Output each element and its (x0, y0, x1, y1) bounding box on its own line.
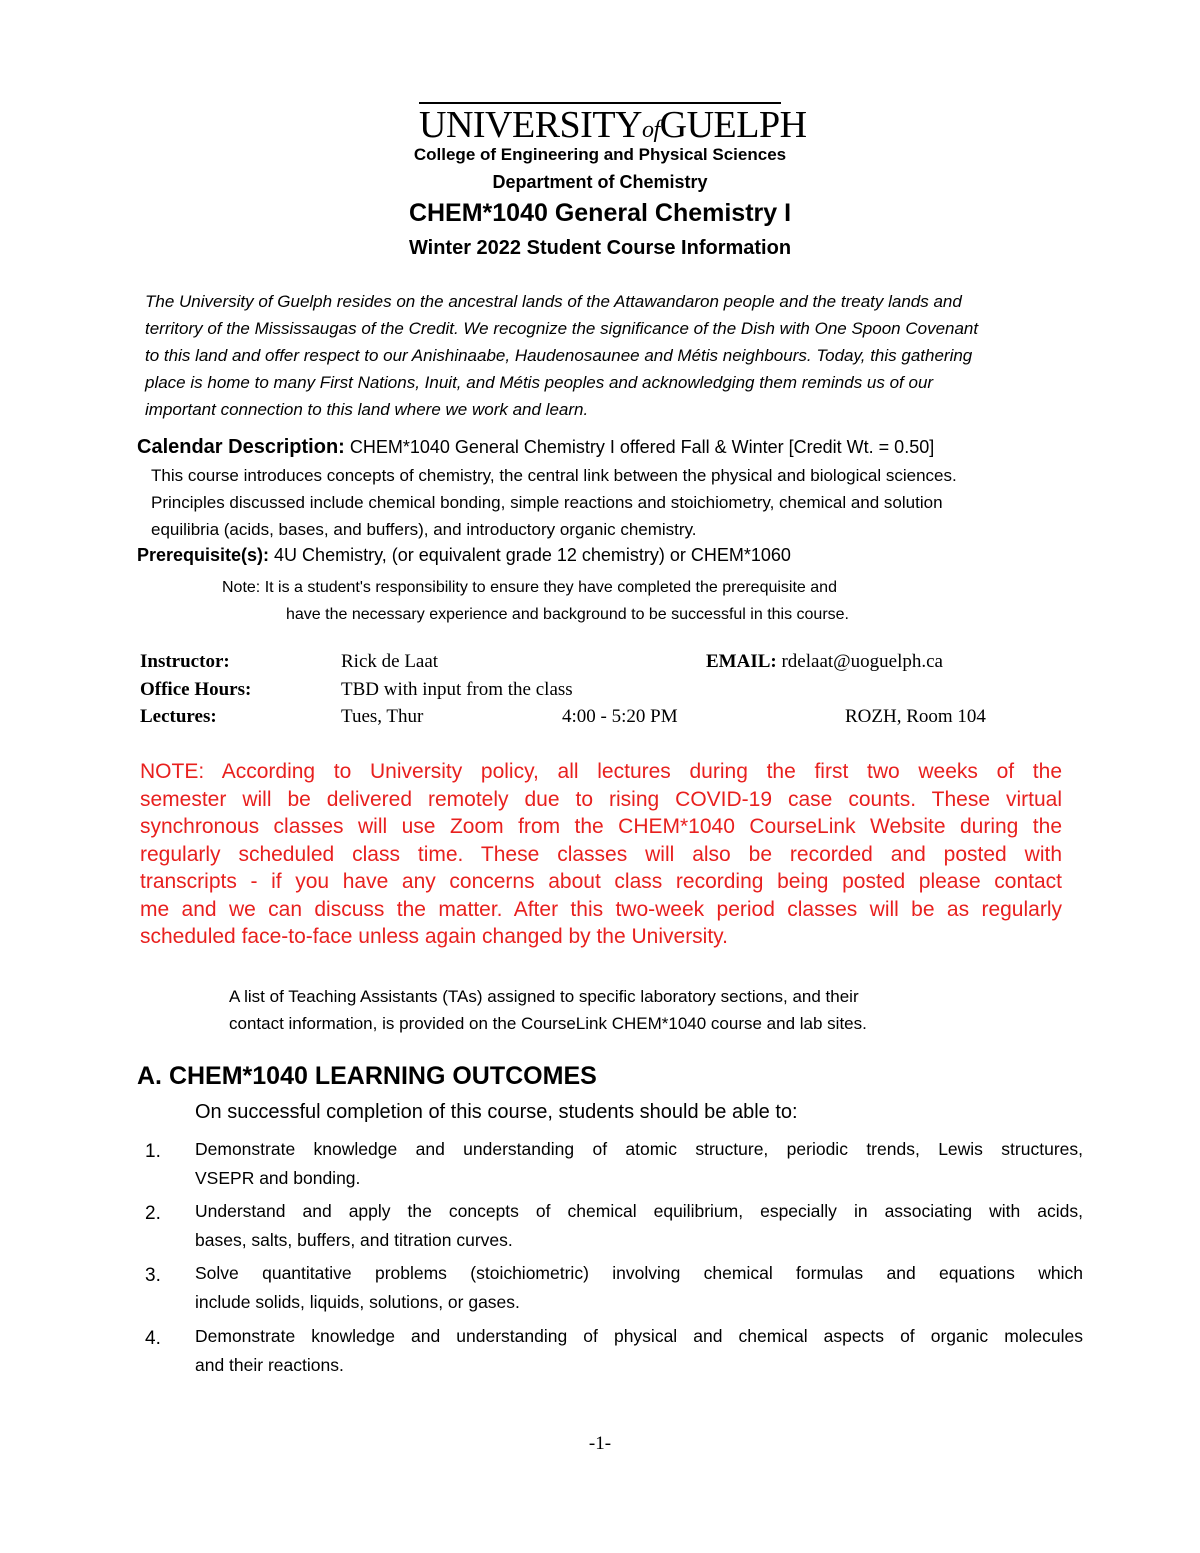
section-a-heading: A. CHEM*1040 LEARNING OUTCOMES (137, 1062, 597, 1090)
logo-word-university: UNIVERSITY (419, 104, 642, 146)
outcome-number: 4. (145, 1328, 161, 1349)
notice-line: scheduled face-to-face unless again changed by the University. (140, 925, 728, 948)
prerequisite-note-line: Note: It is a student's responsibility to ensure they have completed the prerequisite and (222, 579, 837, 596)
prerequisite-note-line: have the necessary experience and background to be successful in this course. (286, 606, 849, 623)
outcome-line: VSEPR and bonding. (195, 1168, 361, 1188)
college-name: College of Engineering and Physical Sciences (413, 145, 787, 164)
notice-line: synchronous classes will use Zoom from the CHEM*1040 CourseLink Website during the (140, 815, 1062, 838)
instructor-label: Instructor: (140, 651, 230, 672)
notice-line: NOTE: According to University policy, all lectures during the first two weeks of the (140, 760, 1062, 783)
instructor-email (706, 651, 943, 673)
office-hours-value: TBD with input from the class (341, 679, 573, 700)
calendar-description-body (151, 462, 957, 543)
calendar-line: This course introduces concepts of chemistry, the central link between the physical and biological sciences. (151, 466, 957, 485)
ack-line: to this land and offer respect to our Anishinaabe, Haudenosaunee and Métis neighbours. Today, this gathering (145, 346, 973, 365)
outcome-number: 1. (145, 1141, 161, 1162)
department-name: Department of Chemistry (492, 172, 708, 192)
teaching-assistants-info (229, 983, 867, 1037)
prerequisite-value: 4U Chemistry, (or equivalent grade 12 chemistry) or CHEM*1060 (269, 545, 791, 565)
ack-line: territory of the Mississaugas of the Credit. We recognize the significance of the Dish with One Spoon Covenant (145, 319, 979, 338)
outcome-line: bases, salts, buffers, and titration curves. (195, 1230, 513, 1250)
learning-outcome-item (195, 1259, 1083, 1317)
ta-line: A list of Teaching Assistants (TAs) assigned to specific laboratory sections, and their (229, 987, 859, 1006)
section-a-intro: On successful completion of this course, students should be able to: (195, 1101, 798, 1123)
lecture-days: Tues, Thur (341, 706, 424, 727)
calendar-line: Principles discussed include chemical bonding, simple reactions and stoichiometry, chemical and solution (151, 493, 943, 512)
outcome-line: Understand and apply the concepts of chemical equilibrium, especially in associating with acids, (195, 1201, 1083, 1221)
logo-word-of: of (641, 117, 660, 143)
lecture-time: 4:00 - 5:20 PM (562, 706, 678, 727)
notice-line: semester will be delivered remotely due to rising COVID-19 case counts. These virtual (140, 787, 1062, 811)
outcome-line: Demonstrate knowledge and understanding of physical and chemical aspects of organic molecules (195, 1326, 1083, 1346)
calendar-value: CHEM*1040 General Chemistry I offered Fall & Winter [Credit Wt. = 0.50] (344, 437, 935, 457)
page-title: CHEM*1040 General Chemistry I (408, 199, 792, 227)
logo-word-guelph: GUELPH (659, 104, 807, 146)
page-number: -1- (588, 1433, 612, 1454)
email-label: EMAIL: (706, 651, 777, 672)
calendar-line: equilibria (acids, bases, and buffers), and introductory organic chemistry. (151, 520, 697, 539)
land-acknowledgement (145, 288, 1087, 423)
ack-line: important connection to this land where we work and learn. (145, 400, 589, 419)
notice-line: transcripts - if you have any concerns about class recording being posted please contact (140, 870, 1062, 893)
outcome-number: 3. (145, 1265, 161, 1286)
learning-outcome-item (195, 1322, 1083, 1380)
outcome-line: and their reactions. (195, 1355, 344, 1375)
learning-outcome-item (195, 1135, 1083, 1193)
calendar-label: Calendar Description: (137, 436, 345, 458)
prerequisites (137, 545, 791, 566)
ack-line: place is home to many First Nations, Inuit, and Métis peoples and acknowledging them reminds us of our (145, 373, 934, 392)
instructor-name: Rick de Laat (341, 651, 439, 672)
university-logo (419, 102, 807, 146)
covid-remote-notice (140, 758, 1062, 951)
notice-line: me and we can discuss the matter. After this two-week period classes will be as regularly (140, 897, 1062, 921)
outcome-line: Demonstrate knowledge and understanding of atomic structure, periodic trends, Lewis structures, (195, 1139, 1083, 1159)
ack-line: The University of Guelph resides on the ancestral lands of the Attawandaron people and the treaty lands and (145, 292, 962, 311)
notice-line: regularly scheduled class time. These classes will also be recorded and posted with (140, 842, 1062, 866)
outcome-line: Solve quantitative problems (stoichiometric) involving chemical formulas and equations which (195, 1263, 1083, 1283)
prerequisite-label: Prerequisite(s): (137, 545, 270, 565)
ta-line: contact information, is provided on the CourseLink CHEM*1040 course and lab sites. (229, 1014, 867, 1033)
outcome-line: include solids, liquids, solutions, or gases. (195, 1292, 520, 1312)
outcome-number: 2. (145, 1203, 161, 1224)
office-hours-label: Office Hours: (140, 679, 252, 700)
lecture-room: ROZH, Room 104 (845, 706, 986, 727)
term-subtitle: Winter 2022 Student Course Information (408, 237, 792, 259)
learning-outcome-item (195, 1197, 1083, 1255)
lectures-label: Lectures: (140, 706, 217, 727)
logo-wordmark (419, 104, 807, 150)
email-value: rdelaat@uoguelph.ca (776, 651, 943, 672)
calendar-description-heading (137, 436, 934, 459)
